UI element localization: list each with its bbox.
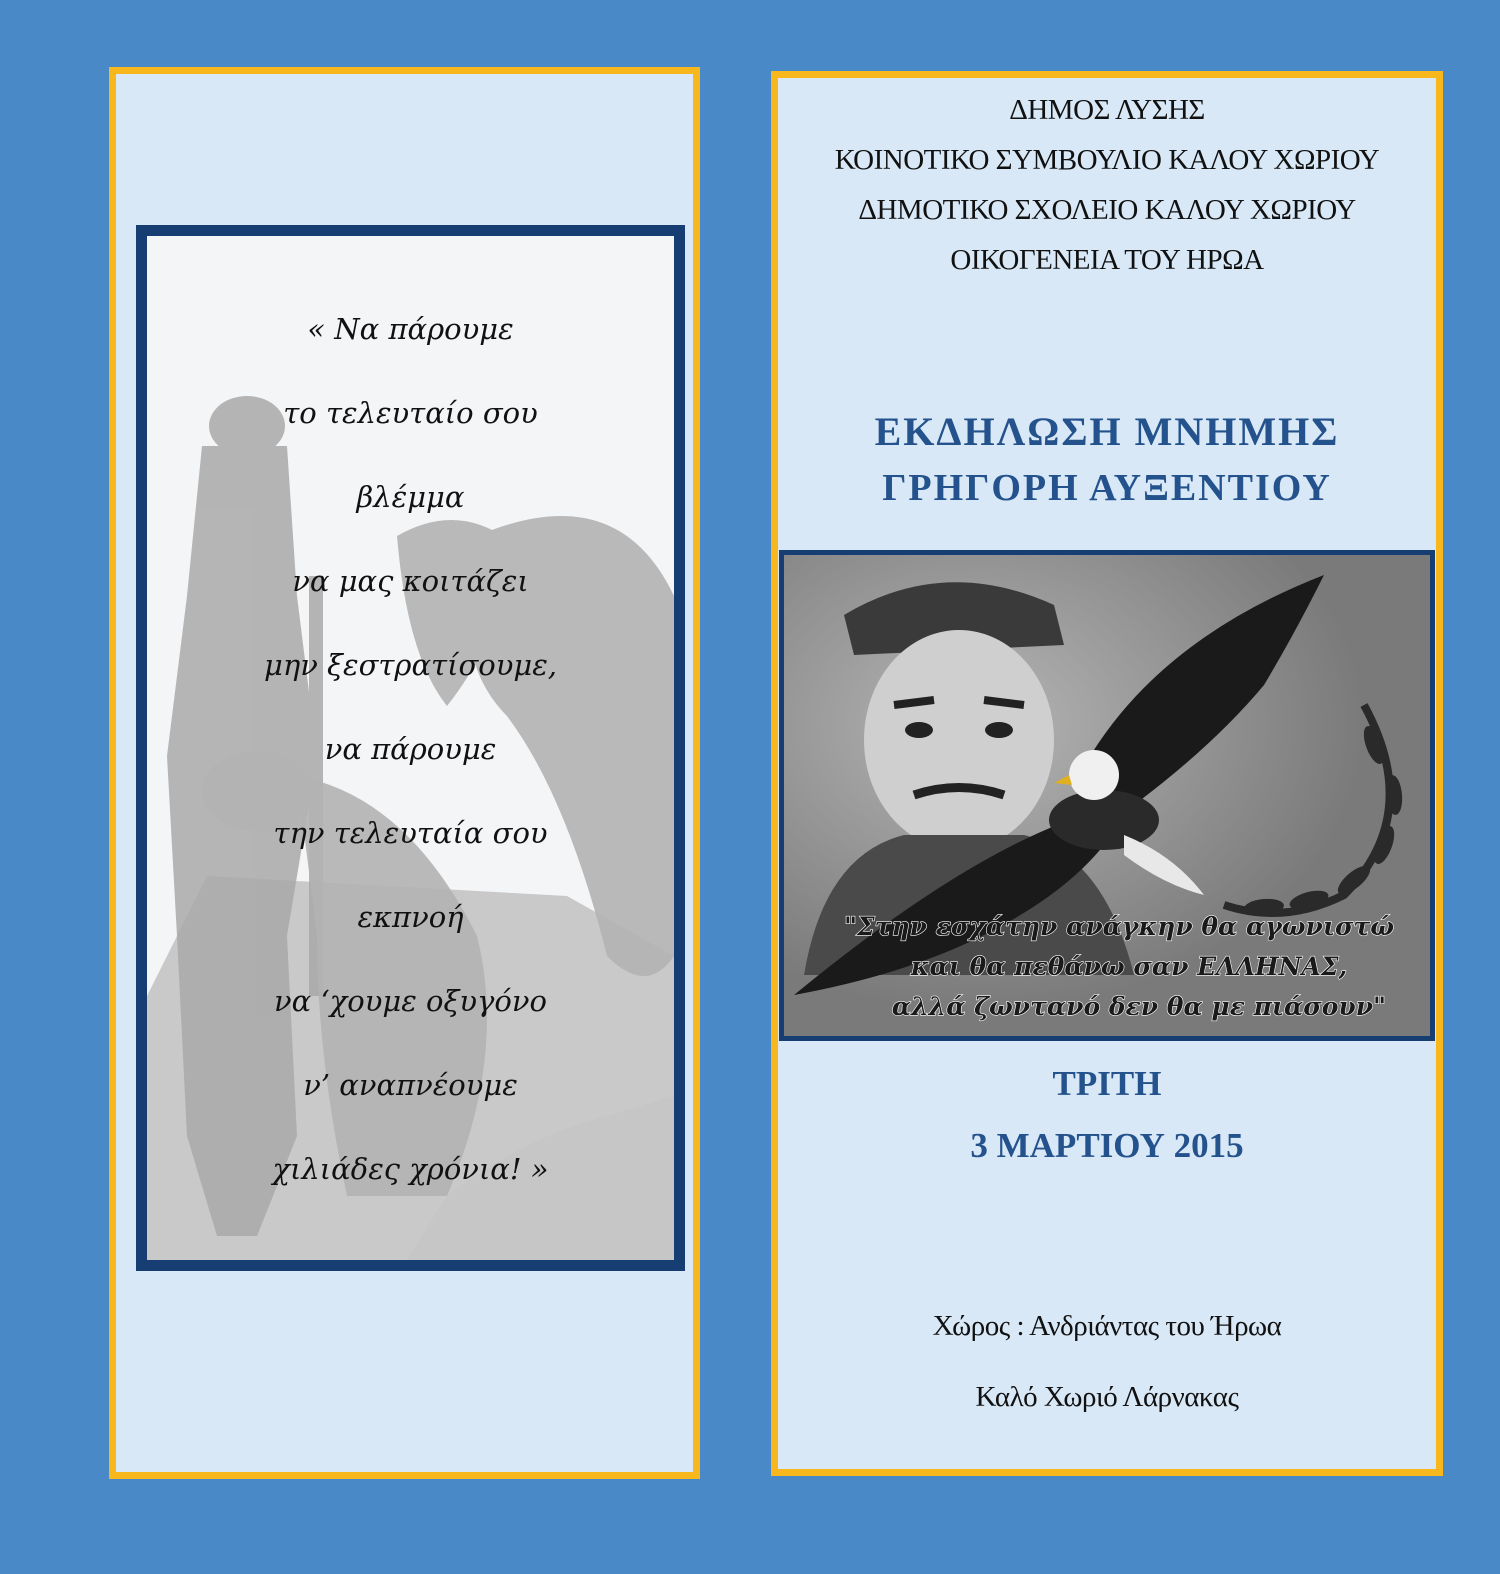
event-title: ΕΚΔΗΛΩΣΗ ΜΝΗΜΗΣ bbox=[874, 409, 1340, 454]
organizer-line: ΔΗΜΟΣ ΛΥΣΗΣ bbox=[1009, 94, 1205, 126]
honoree-name: ΓΡΗΓΟΡΗ ΑΥΞΕΝΤΙΟΥ bbox=[882, 467, 1332, 509]
poem-line: να πάρουμε bbox=[324, 732, 497, 766]
poem-line: χιλιάδες χρόνια! » bbox=[272, 1152, 549, 1186]
organizer-line: ΚΟΙΝΟΤΙΚΟ ΣΥΜΒΟΥΛΙΟ ΚΑΛΟΥ ΧΩΡΙΟΥ bbox=[834, 144, 1380, 176]
event-location: Καλό Χωριό Λάρνακας bbox=[975, 1381, 1239, 1413]
hero-eagle-image bbox=[784, 555, 1430, 1036]
organizer-line: ΔΗΜΟΤΙΚΟ ΣΧΟΛΕΙΟ ΚΑΛΟΥ ΧΩΡΙΟΥ bbox=[858, 194, 1356, 226]
poem-line: μην ξεστρατίσουμε, bbox=[263, 648, 557, 682]
photo-quote-line: και θα πεθάνω σαν ΕΛΛΗΝΑΣ, bbox=[910, 952, 1348, 981]
poem-line: το τελευταίο σου bbox=[283, 396, 538, 430]
poem-line: βλέμμα bbox=[356, 480, 465, 514]
poem-line: την τελευταία σου bbox=[273, 816, 548, 850]
event-venue: Χώρος : Ανδριάντας του Ήρωα bbox=[932, 1310, 1282, 1342]
event-day: ΤΡΙΤΗ bbox=[1052, 1064, 1162, 1103]
left-leaflet-panel bbox=[109, 67, 700, 1479]
photo-quote-line: "Στην εσχάτην ανάγκην θα αγωνιστώ bbox=[843, 912, 1395, 941]
poem-line: ν’ αναπνέουμε bbox=[303, 1068, 518, 1102]
photo-quote-line: αλλά ζωντανό δεν θα με πιάσουν" bbox=[891, 992, 1387, 1021]
hero-photo bbox=[779, 550, 1435, 1041]
event-date: 3 ΜΑΡΤΙΟΥ 2015 bbox=[970, 1126, 1244, 1165]
poem-line: να μας κοιτάζει bbox=[292, 564, 529, 598]
poem-line: « Να πάρουμε bbox=[307, 312, 514, 346]
right-leaflet-panel bbox=[771, 71, 1443, 1476]
poem-line: να ‘χουμε οξυγόνο bbox=[274, 984, 547, 1018]
poem-frame bbox=[136, 225, 685, 1271]
poem-line: εκπνοή bbox=[357, 900, 464, 934]
organizer-line: ΟΙΚΟΓΕΝΕΙΑ ΤΟΥ ΗΡΩΑ bbox=[950, 244, 1264, 276]
